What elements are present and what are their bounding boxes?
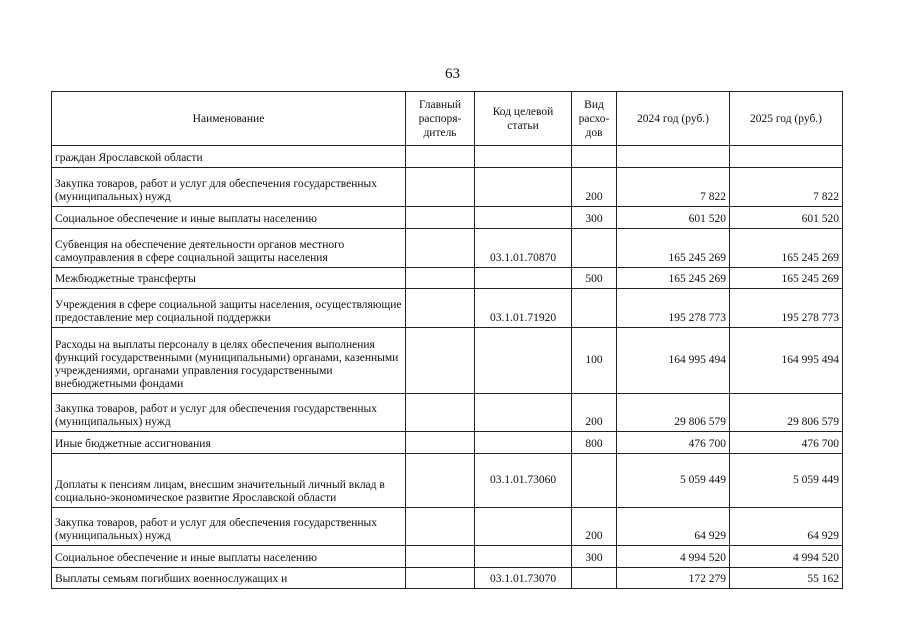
cell-2024: 29 806 579 — [617, 394, 730, 432]
cell-2024: 7 822 — [617, 168, 730, 207]
cell-name: Социальное обеспечение и иные выплаты населению — [52, 207, 406, 229]
cell-2024: 164 995 494 — [617, 328, 730, 394]
cell-2024: 601 520 — [617, 207, 730, 229]
cell-name: Субвенция на обеспечение деятельности органов местного самоуправления в сфере социальной защиты населения — [52, 229, 406, 268]
cell-manager — [406, 432, 475, 454]
cell-2025: 4 994 520 — [730, 546, 843, 568]
cell-expense-type: 300 — [572, 207, 617, 229]
cell-code: 03.1.01.70870 — [475, 229, 572, 268]
cell-manager — [406, 146, 475, 168]
cell-2025 — [730, 146, 843, 168]
budget-table — [51, 91, 843, 589]
cell-manager — [406, 328, 475, 394]
cell-2024: 165 245 269 — [617, 229, 730, 268]
cell-expense-type: 200 — [572, 168, 617, 207]
cell-code — [475, 207, 572, 229]
cell-2025: 165 245 269 — [730, 268, 843, 289]
cell-name: Доплаты к пенсиям лицам, внесшим значительный личный вклад в социально-экономическое развитие Ярославской области — [52, 454, 406, 508]
cell-expense-type: 100 — [572, 328, 617, 394]
cell-expense-type: 500 — [572, 268, 617, 289]
table-row — [52, 146, 843, 168]
table-row — [52, 289, 843, 328]
header-code: Код целевой статьи — [475, 92, 572, 146]
cell-manager — [406, 394, 475, 432]
header-2024: 2024 год (руб.) — [617, 92, 730, 146]
table-row — [52, 268, 843, 289]
header-name: Наименование — [52, 92, 406, 146]
table-row — [52, 328, 843, 394]
cell-manager — [406, 289, 475, 328]
cell-name: Закупка товаров, работ и услуг для обеспечения государственных (муниципальных) нужд — [52, 508, 406, 546]
cell-2025: 165 245 269 — [730, 229, 843, 268]
cell-2025: 64 929 — [730, 508, 843, 546]
cell-expense-type — [572, 146, 617, 168]
cell-expense-type: 800 — [572, 432, 617, 454]
cell-2024: 64 929 — [617, 508, 730, 546]
table-row — [52, 568, 843, 589]
cell-code — [475, 546, 572, 568]
cell-2024: 172 279 — [617, 568, 730, 589]
cell-expense-type — [572, 289, 617, 328]
table-row — [52, 207, 843, 229]
cell-manager — [406, 454, 475, 508]
cell-name: Выплаты семьям погибших военнослужащих и — [52, 568, 406, 589]
cell-code — [475, 168, 572, 207]
cell-name: Закупка товаров, работ и услуг для обеспечения государственных (муниципальных) нужд — [52, 394, 406, 432]
cell-manager — [406, 168, 475, 207]
cell-manager — [406, 229, 475, 268]
table-header-row — [52, 92, 843, 146]
cell-name: Учреждения в сфере социальной защиты населения, осуществляющие предоставление мер социальной поддержки — [52, 289, 406, 328]
cell-code — [475, 508, 572, 546]
cell-name: Межбюджетные трансферты — [52, 268, 406, 289]
cell-code — [475, 432, 572, 454]
cell-manager — [406, 268, 475, 289]
table-row — [52, 394, 843, 432]
table-row — [52, 508, 843, 546]
cell-expense-type — [572, 229, 617, 268]
cell-2025: 29 806 579 — [730, 394, 843, 432]
cell-expense-type: 200 — [572, 508, 617, 546]
cell-name: Социальное обеспечение и иные выплаты населению — [52, 546, 406, 568]
cell-2025: 601 520 — [730, 207, 843, 229]
cell-manager — [406, 568, 475, 589]
table-row — [52, 546, 843, 568]
cell-2024 — [617, 146, 730, 168]
cell-code: 03.1.01.73060 — [475, 454, 572, 508]
cell-code: 03.1.01.71920 — [475, 289, 572, 328]
cell-2025: 7 822 — [730, 168, 843, 207]
header-expense-type: Вид расхо-дов — [572, 92, 617, 146]
cell-name: Закупка товаров, работ и услуг для обеспечения государственных (муниципальных) нужд — [52, 168, 406, 207]
table-row — [52, 229, 843, 268]
cell-2024: 5 059 449 — [617, 454, 730, 508]
header-2025: 2025 год (руб.) — [730, 92, 843, 146]
table-row — [52, 432, 843, 454]
cell-2024: 195 278 773 — [617, 289, 730, 328]
cell-expense-type — [572, 568, 617, 589]
cell-code — [475, 146, 572, 168]
page-number: 63 — [445, 66, 460, 82]
cell-2025: 55 162 — [730, 568, 843, 589]
cell-2024: 165 245 269 — [617, 268, 730, 289]
cell-2025: 476 700 — [730, 432, 843, 454]
cell-manager — [406, 508, 475, 546]
header-manager: Главный распоря-дитель — [406, 92, 475, 146]
cell-expense-type: 200 — [572, 394, 617, 432]
cell-name: Иные бюджетные ассигнования — [52, 432, 406, 454]
cell-name: Расходы на выплаты персоналу в целях обеспечения выполнения функций государственными (муниципальными) органами, казенными учреждениями, органами управления государственными внебюджетными фондами — [52, 328, 406, 394]
cell-name: граждан Ярославской области — [52, 146, 406, 168]
cell-expense-type: 300 — [572, 546, 617, 568]
cell-code — [475, 268, 572, 289]
table-row — [52, 454, 843, 508]
cell-expense-type — [572, 454, 617, 508]
cell-code — [475, 394, 572, 432]
table-row — [52, 168, 843, 207]
cell-code — [475, 328, 572, 394]
cell-2025: 164 995 494 — [730, 328, 843, 394]
cell-2024: 476 700 — [617, 432, 730, 454]
cell-2025: 195 278 773 — [730, 289, 843, 328]
cell-code: 03.1.01.73070 — [475, 568, 572, 589]
cell-manager — [406, 546, 475, 568]
cell-2024: 4 994 520 — [617, 546, 730, 568]
cell-manager — [406, 207, 475, 229]
cell-2025: 5 059 449 — [730, 454, 843, 508]
